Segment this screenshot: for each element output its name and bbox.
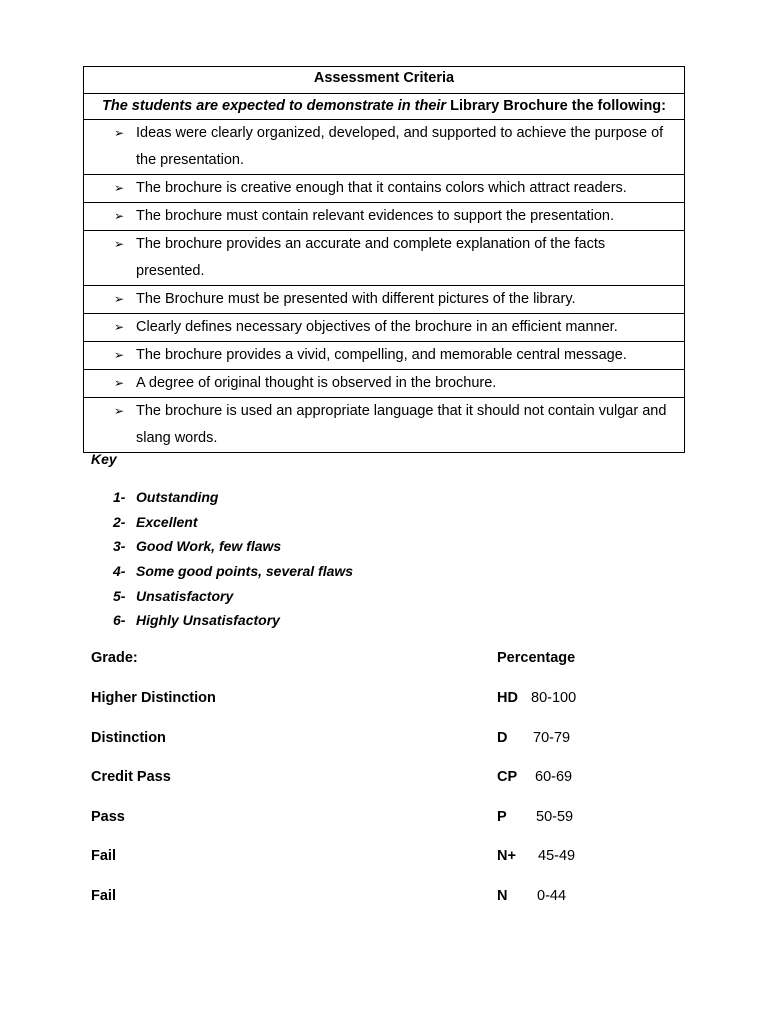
criteria-item-text: Clearly defines necessary objectives of the brochure in an efficient manner. (136, 319, 618, 335)
grade-name: Fail (91, 848, 116, 864)
criteria-item (84, 370, 685, 398)
criteria-item-text: A degree of original thought is observed in the brochure. (136, 375, 497, 391)
key-item (113, 559, 353, 584)
key-item-label: Highly Unsatisfactory (136, 612, 280, 629)
key-item-label: Good Work, few flaws (136, 538, 282, 555)
criteria-item (84, 120, 685, 175)
arrow-bullet-icon: ➢ (114, 181, 125, 195)
percentage-header: Percentage (497, 650, 576, 666)
key-item-number: 6- (113, 612, 126, 629)
criteria-item-text: The Brochure must be presented with different pictures of the library. (136, 291, 576, 307)
key-item-number: 4- (113, 563, 126, 580)
grade-code: N (497, 888, 508, 904)
key-title: Key (91, 451, 117, 467)
criteria-item (84, 203, 685, 231)
criteria-item (84, 231, 685, 286)
arrow-bullet-icon: ➢ (114, 348, 125, 362)
grade-code: D (497, 730, 508, 746)
arrow-bullet-icon: ➢ (114, 376, 125, 390)
key-item-number: 3- (113, 538, 126, 555)
grade-name: Fail (91, 888, 116, 904)
grade-row (0, 848, 768, 870)
key-item-number: 1- (113, 489, 126, 505)
key-item-label: Unsatisfactory (136, 587, 234, 604)
table-intro (84, 94, 685, 120)
key-item-number: 2- (113, 513, 126, 530)
grade-range: 50-59 (536, 809, 574, 825)
key-list (113, 485, 353, 633)
grade-range: 0-44 (537, 888, 567, 904)
criteria-item (84, 286, 685, 314)
grade-row (0, 769, 768, 791)
intro-rest-text: Library Brochure the following: (446, 98, 666, 114)
key-item-label: Excellent (136, 513, 198, 530)
key-item (113, 584, 353, 609)
criteria-item (84, 175, 685, 203)
grade-code: HD (497, 690, 518, 706)
grade-row (0, 888, 768, 910)
grade-name: Credit Pass (91, 769, 171, 785)
grade-name: Pass (91, 809, 125, 825)
criteria-item-text: The brochure provides a vivid, compelling, and memorable central message. (136, 347, 627, 363)
arrow-bullet-icon: ➢ (114, 404, 125, 418)
grade-header-row (0, 650, 768, 672)
grade-row (0, 690, 768, 712)
grade-name: Distinction (91, 730, 166, 746)
criteria-item-text: The brochure is used an appropriate language that it should not contain vulgar and slang words. (136, 403, 667, 446)
criteria-item-text: The brochure provides an accurate and complete explanation of the facts presented. (136, 236, 606, 279)
key-item-number: 5- (113, 587, 126, 604)
arrow-bullet-icon: ➢ (114, 292, 125, 306)
key-item (113, 510, 353, 535)
key-item-label: Some good points, several flaws (136, 563, 354, 580)
key-item (113, 608, 353, 633)
intro-italic-text: The students are expected to demonstrate in their (102, 98, 447, 114)
table-title: Assessment Criteria (84, 67, 685, 94)
grade-code: P (497, 809, 507, 825)
criteria-item-text: The brochure is creative enough that it contains colors which attract readers. (136, 180, 627, 196)
grade-row (0, 730, 768, 752)
grade-range: 45-49 (538, 848, 576, 864)
grade-name: Higher Distinction (91, 690, 216, 706)
grade-range: 60-69 (535, 769, 573, 785)
criteria-item (84, 314, 685, 342)
key-item-label: Outstanding (136, 489, 219, 505)
key-item (113, 534, 353, 559)
key-item (113, 485, 353, 510)
assessment-criteria-table (83, 66, 685, 453)
criteria-item (84, 342, 685, 370)
grade-code: CP (497, 769, 518, 785)
grade-row (0, 809, 768, 831)
arrow-bullet-icon: ➢ (114, 126, 125, 140)
arrow-bullet-icon: ➢ (114, 237, 125, 251)
grade-range: 70-79 (533, 730, 571, 746)
arrow-bullet-icon: ➢ (114, 320, 125, 334)
grade-header: Grade: (91, 650, 138, 666)
criteria-item-text: Ideas were clearly organized, developed, and supported to achieve the purpose of the presentation. (136, 125, 664, 168)
criteria-item-text: The brochure must contain relevant evidences to support the presentation. (136, 208, 614, 224)
grade-code: N+ (497, 848, 516, 864)
criteria-item (84, 398, 685, 453)
grade-range: 80-100 (531, 690, 577, 706)
arrow-bullet-icon: ➢ (114, 209, 125, 223)
